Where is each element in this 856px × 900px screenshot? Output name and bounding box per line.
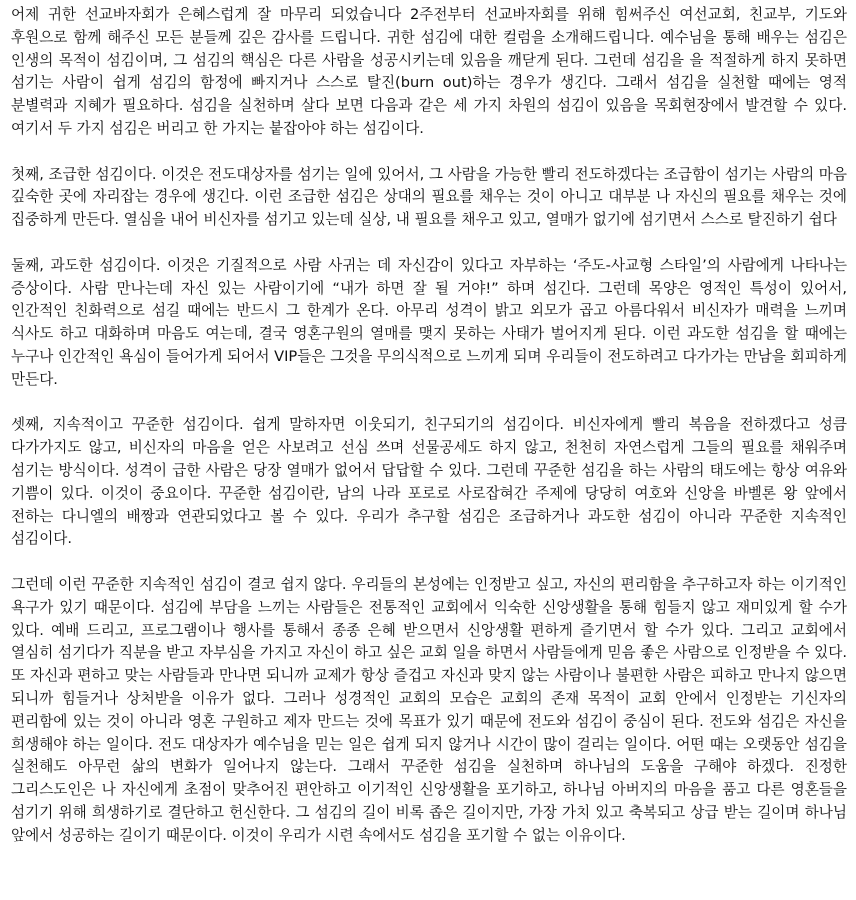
first-point-paragraph: 첫째, 조급한 섬김이다. 이것은 전도대상자를 섬기는 일에 있어서, 그 사람을 가능한 빨리 전도하겠다는 조급함이 섬기는 사람의 마음 깊숙한 곳에 자리잡는 경우에 생긴다. 이런 조급한 섬김은 상대의 필요를 채우는 것이 아니고 대부분 나 자신의 필요를 채우는 것에 집중하게 만든다. 열심을 내어 비신자를 섬기고 있는데 실상, 내 필요를 채우고 있고, 열매가 없기에 섬기면서 스스로 탈진하기 쉽다 [11,165,847,229]
second-point-paragraph: 둘째, 과도한 섬김이다. 이것은 기질적으로 사람 사귀는 데 자신감이 있다고 자부하는 ‘주도-사교형 스타일’의 사람에게 나타나는 증상이다. 사람 만나는데 자신 있는 사람이기에 “내가 하면 잘 될 거야!” 하며 섬긴다. 그런데 목양은 영적인 특성이 있어서, 인간적인 친화력으로 섬길 때에는 반드시 그 한계가 온다. 아무리 성격이 밝고 외모가 곱고 아름다워서 비신자가 매력을 느끼며 식사도 하고 대화하며 마음도 여는데, 결국 영혼구원의 열매를 맺지 못하는 사태가 벌어지게 된다. 이런 과도한 섬김을 할 때에는 누구나 인간적인 욕심이 들어가게 되어서 VIP들은 그것을 무의식적으로 느끼게 되며 우리들이 전도하려고 다가가는 만남을 회피하게 만든다. [11,256,847,388]
third-point-paragraph: 셋째, 지속적이고 꾸준한 섬김이다. 쉽게 말하자면 이웃되기, 친구되기의 섬김이다. 비신자에게 빨리 복음을 전하겠다고 성큼 다가가지도 않고, 비신자의 마음을 얻은 사보려고 선심 쓰며 선물공세도 하지 않고, 천천히 자연스럽게 그들의 필요를 채워주며 섬기는 방식이다. 성격이 급한 사람은 당장 열매가 없어서 답답할 수 있다. 그런데 꾸준한 섬김을 하는 사람의 태도에는 항상 여유와 기쁨이 있다. 이것이 중요이다. 꾸준한 섬김이란, 남의 나라 포로로 사로잡혀간 주제에 당당히 여호와 신앙을 바벨론 왕 앞에서 전하는 다니엘의 배짱과 연관되었다고 볼 수 있다. 우리가 추구할 섬김은 조급하거나 과도한 섬김이 아니라 꾸준한 지속적인 섬김이다. [11,416,847,548]
conclusion-paragraph: 그런데 이런 꾸준한 지속적인 섬김이 결코 쉽지 않다. 우리들의 본성에는 인정받고 싶고, 자신의 편리함을 추구하고자 하는 이기적인 욕구가 있기 때문이다. 섬김에 부담을 느끼는 사람들은 전통적인 교회에서 익숙한 신앙생활을 통해 힘들지 않고 재미있게 할 수가 있다. 예배 드리고, 프로그램이나 행사를 통해서 종종 은혜 받으면서 신앙생활 편하게 즐기면서 할 수가 있다. 그리고 교회에서 열심히 섬기다가 직분을 받고 자부심을 가지고 자신이 하고 싶은 교회 일을 하면서 사람들에게 믿음 좋은 사람으로 인정받을 수 있다. 또 자신과 편하고 맞는 사람들과 만나면 되니까 교제가 항상 즐겁고 자신과 맞지 않는 사람이나 불편한 사람은 피하고 만나지 않으면 되니까 힘들거나 상처받을 이유가 없다. 그러나 성경적인 교회의 모습은 교회의 존재 목적이 교회 안에서 인정받는 기신자의 편리함에 있는 것이 아니라 영혼 구원하고 제자 만드는 것에 목표가 있기 때문에 전도와 섬김이 중심이 된다. 전도와 섬김은 자신을 희생해야 하는 일이다. 전도 대상자가 예수님을 믿는 일은 쉽게 되지 않거나 시간이 많이 걸리는 일이다. 어떤 때는 오랫동안 섬김을 실천해도 아무런 삶의 변화가 일어나지 않는다. 그래서 꾸준한 섬김을 실천하며 하나님의 도움을 구해야 하겠다. 진정한 그리스도인은 나 자신에게 초점이 맞추어진 편안하고 이기적인 신앙생활을 포기하고, 하나님 아버지의 마음을 품고 다른 영혼들을 섬기기 위해 희생하기로 결단하고 헌신한다. 그 섬김의 길이 비록 좁은 길이지만, 가장 가치 있고 축복되고 상급 받는 길이며 하나님 앞에서 성공하는 길이기 때문이다. 이것이 우리가 시련 속에서도 섬김을 포기할 수 없는 이유이다. [11,575,847,844]
intro-paragraph: 어제 귀한 선교바자회가 은혜스럽게 잘 마무리 되었습니다 2주전부터 선교바자회를 위해 힘써주신 여선교회, 친교부, 기도와 후원으로 함께 해주신 모든 분들께 깊은 감사를 드립니다. 귀한 섬김에 대한 컬럼을 소개해드립니다. 예수님을 통해 배우는 섬김은 인생의 목적이 섬김이며, 그 섬김의 핵심은 다른 사람을 성공시키는데 있음을 깨닫게 된다. 그런데 섬김을 을 적절하게 하지 못하면 섬기는 사람이 쉽게 섬김의 함정에 빠지거나 스스로 탈진(burn out)하는 경우가 생긴다. 그래서 섬김을 실천할 때에는 영적 분별력과 지혜가 필요하다. 섬김을 실천하며 살다 보면 다음과 같은 세 가지 차원의 섬김이 있음을 목회현장에서 발견할 수 있다. 여기서 두 가지 섬김은 버리고 한 가지는 붙잡아야 하는 섬김이다. [11,6,847,137]
